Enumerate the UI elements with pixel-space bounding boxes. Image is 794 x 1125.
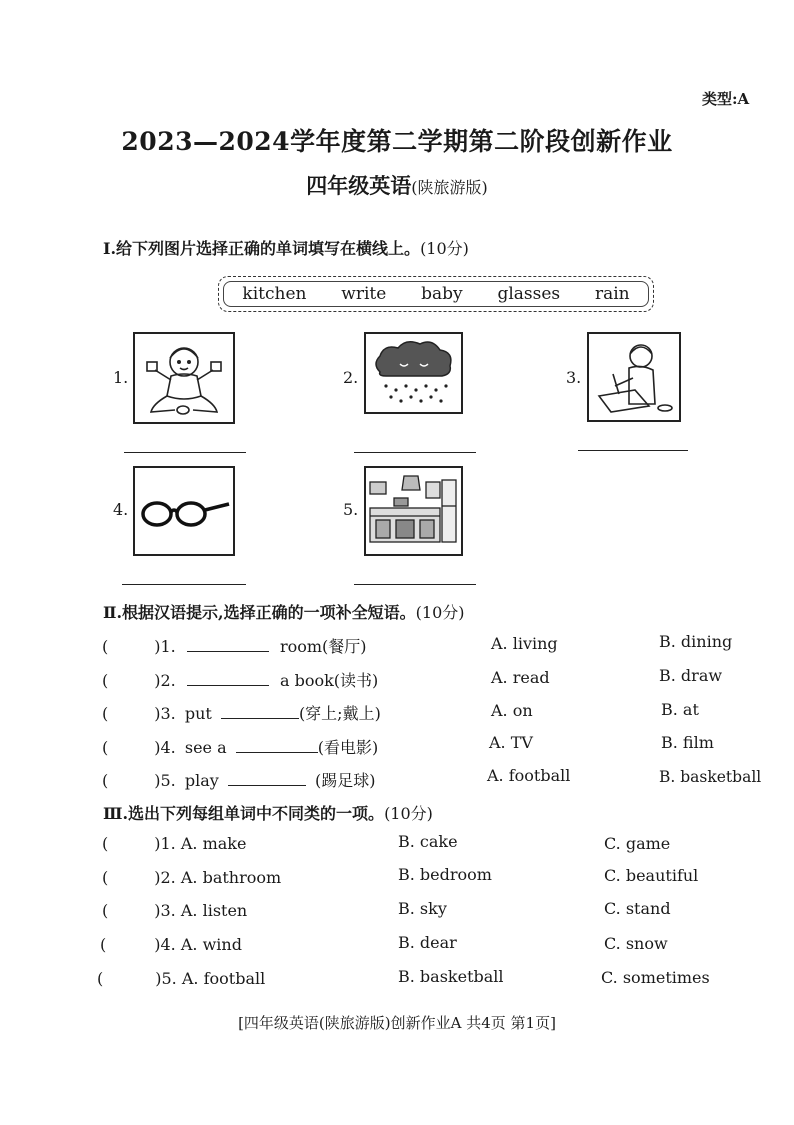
option-a: A. on [491,701,533,720]
page-footer: [四年级英语(陕旅游版)创新作业A 共4页 第1页] [238,1014,556,1032]
phrase-prefix: put [184,704,212,723]
glasses-icon [135,468,233,554]
option-a: A. football [181,969,266,988]
option-a: A. listen [180,901,248,920]
word-bank-border [223,281,649,307]
type-tag: 类型:A [702,90,750,108]
word-bank-item: kitchen [242,284,307,304]
subtitle-main: 四年级英语 [306,173,412,198]
picture-number: 1. [113,368,129,387]
phrase-blank[interactable] [228,771,306,786]
option-a: A. TV [489,733,533,752]
phrase-blank[interactable] [236,738,318,753]
section-1-heading: Ⅰ.给下列图片选择正确的单词填写在横线上。(10分) [103,239,469,258]
page-title: 2023—2024学年度第二学期第二阶段创新作业 [121,127,673,156]
answer-bracket[interactable]: ( [97,969,104,988]
option-c: C. game [604,834,671,853]
phrase-hint: (穿上;戴上) [298,704,381,723]
option-a: A. read [491,668,550,687]
s3-row [102,834,246,853]
glasses-picture [133,466,235,556]
answer-blank[interactable] [122,584,246,585]
writing-girl-icon [589,334,679,420]
answer-bracket[interactable]: ( [102,868,109,887]
page-subtitle [0,170,794,200]
option-c: C. sometimes [601,968,710,987]
subtitle-edition: (陕旅游版) [411,178,488,197]
s2-row [102,634,367,657]
phrase-hint: (看电影) [317,738,379,757]
section-2-heading: Ⅱ.根据汉语提示,选择正确的一项补全短语。(10分) [103,603,465,622]
s3-row [102,868,281,887]
s3-row [102,901,247,920]
item-number: )5. [155,969,177,988]
picture-number: 4. [113,500,129,519]
item-number: )3. [154,901,176,920]
picture-number: 5. [343,500,359,519]
s3-row [97,969,265,988]
option-b: B. dining [659,632,733,651]
item-number: )1. [154,834,176,853]
answer-bracket[interactable]: ( [102,901,109,920]
write-picture [587,332,681,422]
option-b: B. bedroom [398,865,492,884]
option-a: A. living [491,634,558,653]
s2-row [102,701,381,724]
phrase-hint: a book(读书) [279,671,379,690]
option-c: C. snow [604,934,668,953]
option-c: C. beautiful [604,866,699,885]
picture-number: 2. [343,368,359,387]
phrase-blank[interactable] [221,704,299,719]
section-3-heading: Ⅲ.选出下列每组单词中不同类的一项。(10分) [103,804,433,823]
phrase-hint: (踢足球) [314,771,376,790]
item-number: )2. [154,868,176,887]
item-number: )3. [154,704,176,723]
s2-row [102,668,378,691]
item-number: )4. [154,738,176,757]
answer-blank[interactable] [124,452,246,453]
option-a: A. make [180,834,247,853]
option-a: A. wind [180,935,242,954]
option-b: B. basketball [398,967,504,986]
answer-blank[interactable] [354,584,476,585]
option-b: B. draw [659,666,723,685]
answer-bracket[interactable]: ( [102,834,109,853]
option-a: A. football [487,766,571,785]
kitchen-picture [364,466,463,556]
item-number: )2. [154,671,176,690]
word-bank-item: write [341,284,387,304]
word-bank-item: glasses [497,284,561,304]
s2-row [102,735,378,758]
option-b: B. dear [398,933,457,952]
word-bank-item: rain [594,284,630,304]
option-a: A. bathroom [180,868,282,887]
answer-blank[interactable] [354,452,476,453]
option-c: C. stand [604,899,671,918]
s2-row [102,768,375,791]
rain-picture [364,332,463,414]
option-b: B. film [661,733,714,752]
baby-picture [133,332,235,424]
answer-bracket[interactable]: ( [102,704,109,723]
option-b: B. sky [398,899,447,918]
phrase-hint: room(餐厅) [279,637,367,656]
option-b: B. cake [398,832,458,851]
word-bank-item: baby [421,284,463,304]
answer-bracket[interactable]: ( [100,935,107,954]
kitchen-icon [366,468,461,554]
item-number: )4. [154,935,176,954]
option-b: B. at [661,700,699,719]
answer-bracket[interactable]: ( [102,671,109,690]
rain-cloud-icon [366,334,461,412]
item-number: )1. [154,637,176,656]
word-bank [218,276,654,312]
answer-bracket[interactable]: ( [102,771,109,790]
option-b: B. basketball [659,768,762,786]
phrase-prefix: see a [184,738,227,757]
baby-icon [135,334,233,422]
answer-bracket[interactable]: ( [102,637,109,656]
phrase-prefix: play [184,771,219,790]
answer-blank[interactable] [578,450,688,451]
item-number: )5. [154,771,176,790]
phrase-blank[interactable] [187,637,269,652]
answer-bracket[interactable]: ( [102,738,109,757]
s3-row [100,935,242,954]
picture-number: 3. [566,368,582,387]
phrase-blank[interactable] [187,671,269,686]
